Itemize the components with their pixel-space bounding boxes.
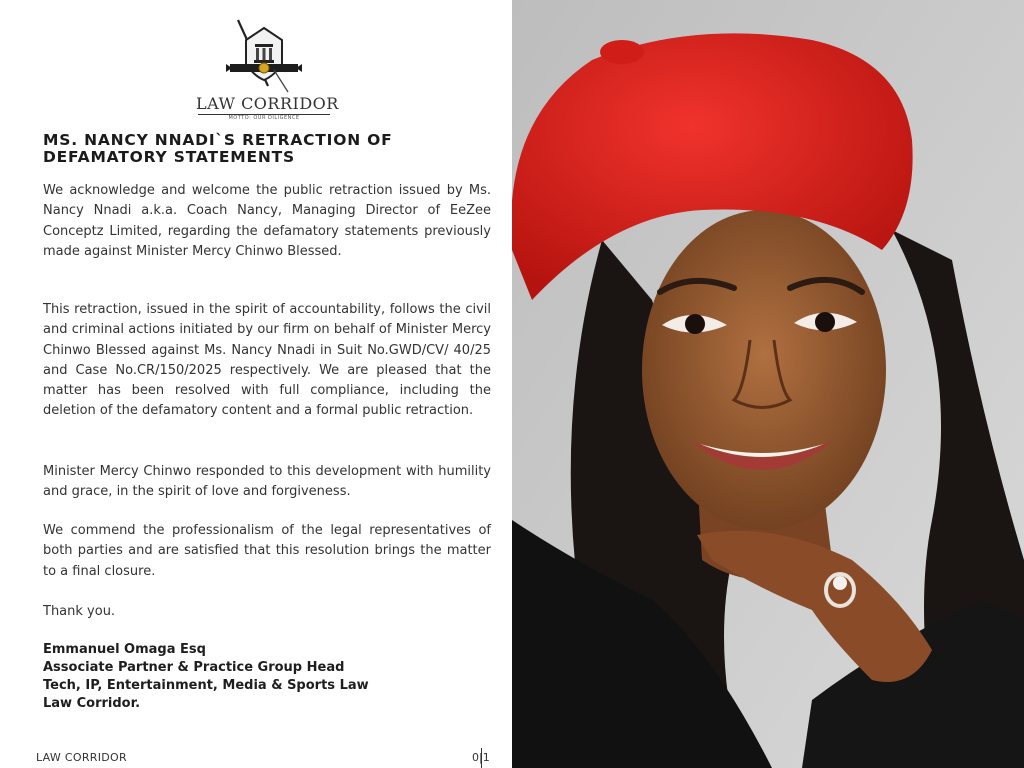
signatory-practice-group: Tech, IP, Entertainment, Media & Sports Law xyxy=(43,678,369,693)
scales-of-justice-icon xyxy=(224,18,304,96)
brand-motto: MOTTO: OUR DILIGENCE xyxy=(228,115,300,121)
paragraph-response: Minister Mercy Chinwo responded to this development with humility and grace, in the spirit of love and forgiveness. xyxy=(43,464,491,500)
portrait-illustration xyxy=(512,0,1024,768)
brand-name: LAW CORRIDOR xyxy=(196,94,339,113)
footer-brand: LAW CORRIDOR xyxy=(36,751,127,764)
paragraph-legal-actions: This retraction, issued in the spirit of accountability, follows the civil and criminal actions initiated by our firm on behalf of Minister Mercy Chinwo Blessed against Ms. Nancy Nnadi in Suit No.GWD/CV/ 40/25 and Case No.CR/150/2025 respectively. We are pleased that the matter has been resolved with full compliance, including the deletion of the defamatory content and a formal public retraction. xyxy=(43,302,491,419)
portrait-photo xyxy=(512,0,1024,768)
signatory-role: Associate Partner & Practice Group Head xyxy=(43,660,345,675)
law-corridor-logo xyxy=(196,18,339,121)
page-number: 0|1 xyxy=(472,751,490,764)
paragraph-retraction-welcome: We acknowledge and welcome the public retraction issued by Ms. Nancy Nnadi a.k.a. Coach Nancy, Managing Director of EeZee Conceptz Limited, regarding the defamatory statements previously made against Minister Mercy Chinwo Blessed. xyxy=(43,183,491,259)
closing-line: Thank you. xyxy=(43,604,116,619)
signatory-firm: Law Corridor. xyxy=(43,696,141,711)
document-title: MS. NANCY NNADI`S RETRACTION OF DEFAMATORY STATEMENTS xyxy=(43,131,393,166)
paragraph-commendation: We commend the professionalism of the legal representatives of both parties and are satisfied that this resolution brings the matter to a final closure. xyxy=(43,523,491,579)
signatory-name: Emmanuel Omaga Esq xyxy=(43,642,206,657)
